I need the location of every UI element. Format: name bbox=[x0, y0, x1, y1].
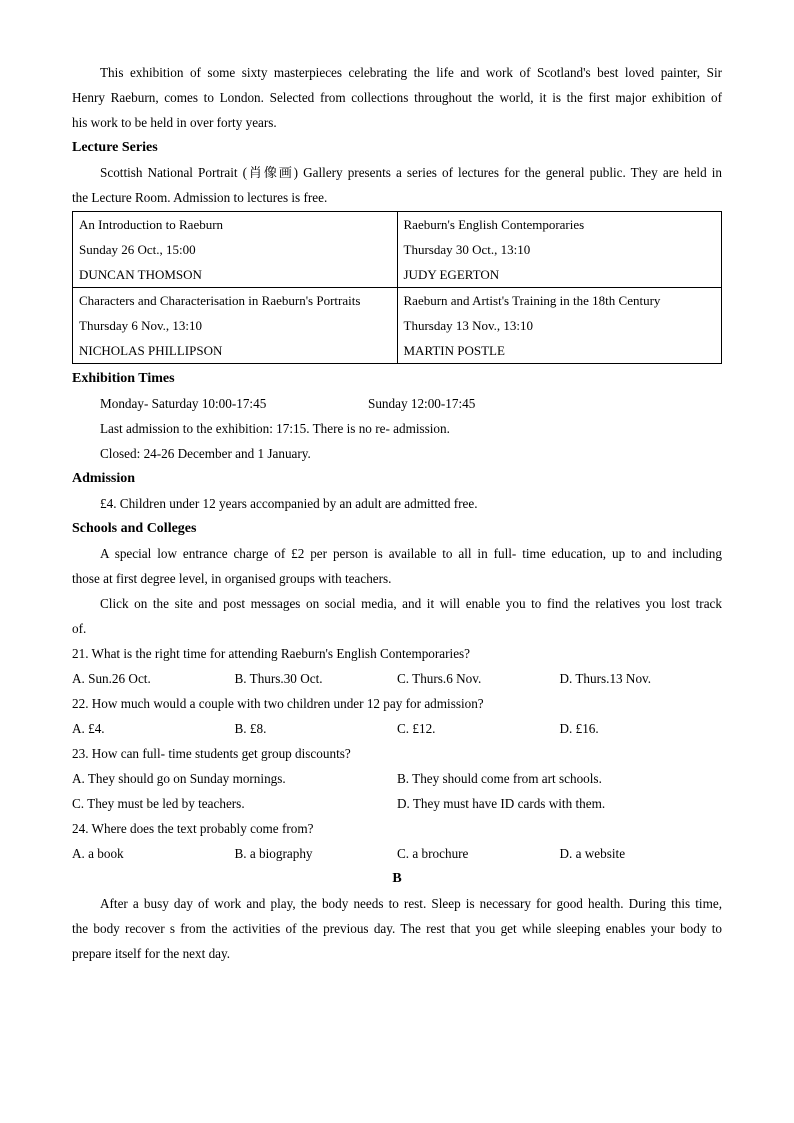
option-d: D. They must have ID cards with them. bbox=[397, 796, 606, 811]
lecture-speaker: DUNCAN THOMSON bbox=[79, 267, 202, 282]
lecture-table-row bbox=[73, 288, 722, 364]
lecture-table-row bbox=[73, 212, 722, 288]
intro-line-1: This exhibition of some sixty masterpieces celebrating the life and work of Scotland's best loved painter, Sir bbox=[100, 65, 722, 80]
exhibition-times-heading: Exhibition Times bbox=[72, 371, 175, 386]
question-23: 23. How can full- time students get group discounts? bbox=[72, 746, 351, 761]
question-24-options bbox=[72, 841, 722, 866]
section-b-line-3: prepare itself for the next day. bbox=[72, 946, 231, 961]
question-21: 21. What is the right time for attending Raeburn's English Contemporaries? bbox=[72, 646, 471, 661]
option-d: D. Thurs.13 Nov. bbox=[559, 671, 652, 686]
lecture-cell bbox=[397, 288, 722, 364]
option-d: D. £16. bbox=[559, 721, 599, 736]
schools-heading: Schools and Colleges bbox=[72, 521, 197, 536]
schools-line-4: of. bbox=[72, 621, 87, 636]
lecture-date: Thursday 30 Oct., 13:10 bbox=[403, 242, 531, 257]
lecture-cell bbox=[397, 212, 722, 288]
opening-hours bbox=[72, 391, 722, 416]
section-b-line-2: the body recover s from the activities of the previous day. The rest that you get while sleeping enables your body to bbox=[72, 921, 722, 936]
weekday-hours: Monday- Saturday 10:00-17:45 bbox=[100, 396, 267, 411]
option-c: C. Thurs.6 Nov. bbox=[397, 671, 482, 686]
closed-dates: Closed: 24-26 December and 1 January. bbox=[100, 446, 311, 461]
option-a: A. They should go on Sunday mornings. bbox=[72, 771, 286, 786]
lecture-table bbox=[72, 211, 722, 364]
lecture-title: Characters and Characterisation in Raeburn's Portraits bbox=[79, 293, 361, 308]
lecture-cell bbox=[73, 288, 398, 364]
option-c: C. £12. bbox=[397, 721, 436, 736]
admission-heading: Admission bbox=[72, 471, 136, 486]
question-21-options bbox=[72, 666, 722, 691]
option-a: A. a book bbox=[72, 846, 124, 861]
intro-line-3: his work to be held in over forty years. bbox=[72, 115, 277, 130]
last-admission: Last admission to the exhibition: 17:15. There is no re- admission. bbox=[100, 421, 450, 436]
option-b: B. Thurs.30 Oct. bbox=[234, 671, 323, 686]
lecture-speaker: NICHOLAS PHILLIPSON bbox=[79, 343, 223, 358]
lecture-date: Thursday 6 Nov., 13:10 bbox=[79, 318, 203, 333]
lecture-series-heading: Lecture Series bbox=[72, 140, 158, 155]
lecture-speaker: JUDY EGERTON bbox=[403, 267, 500, 282]
schools-line-1: A special low entrance charge of £2 per person is available to all in full- time education, up to and including bbox=[100, 546, 722, 561]
option-a: A. Sun.26 Oct. bbox=[72, 671, 151, 686]
section-b-label: B bbox=[392, 871, 402, 886]
question-23-options-row-1 bbox=[72, 766, 722, 791]
schools-line-3: Click on the site and post messages on social media, and it will enable you to find the relatives you lost track bbox=[100, 596, 722, 611]
option-b: B. a biography bbox=[234, 846, 313, 861]
option-d: D. a website bbox=[559, 846, 626, 861]
question-22-options bbox=[72, 716, 722, 741]
document-page bbox=[72, 60, 722, 966]
option-a: A. £4. bbox=[72, 721, 105, 736]
option-b: B. £8. bbox=[234, 721, 267, 736]
lecture-cell bbox=[73, 212, 398, 288]
lecture-desc-line-2: the Lecture Room. Admission to lectures is free. bbox=[72, 190, 328, 205]
lecture-title: An Introduction to Raeburn bbox=[79, 217, 224, 232]
question-23-options-row-2 bbox=[72, 791, 722, 816]
lecture-title: Raeburn and Artist's Training in the 18th Century bbox=[403, 293, 661, 308]
intro-line-2: Henry Raeburn, comes to London. Selected from collections throughout the world, it is the first major exhibition of bbox=[72, 90, 722, 105]
option-c: C. a brochure bbox=[397, 846, 469, 861]
admission-text: £4. Children under 12 years accompanied by an adult are admitted free. bbox=[100, 496, 478, 511]
lecture-desc-line-1: Scottish National Portrait (肖像画) Gallery presents a series of lectures for the general public. They are held in bbox=[100, 165, 722, 180]
question-22: 22. How much would a couple with two children under 12 pay for admission? bbox=[72, 696, 484, 711]
lecture-date: Sunday 26 Oct., 15:00 bbox=[79, 242, 196, 257]
option-b: B. They should come from art schools. bbox=[397, 771, 602, 786]
lecture-date: Thursday 13 Nov., 13:10 bbox=[403, 318, 534, 333]
sunday-hours: Sunday 12:00-17:45 bbox=[368, 396, 476, 411]
option-c: C. They must be led by teachers. bbox=[72, 796, 245, 811]
question-24: 24. Where does the text probably come from? bbox=[72, 821, 314, 836]
section-b-line-1: After a busy day of work and play, the body needs to rest. Sleep is necessary for good health. During this time, bbox=[100, 896, 722, 911]
lecture-title: Raeburn's English Contemporaries bbox=[403, 217, 585, 232]
lecture-speaker: MARTIN POSTLE bbox=[403, 343, 505, 358]
schools-line-2: those at first degree level, in organised groups with teachers. bbox=[72, 571, 392, 586]
